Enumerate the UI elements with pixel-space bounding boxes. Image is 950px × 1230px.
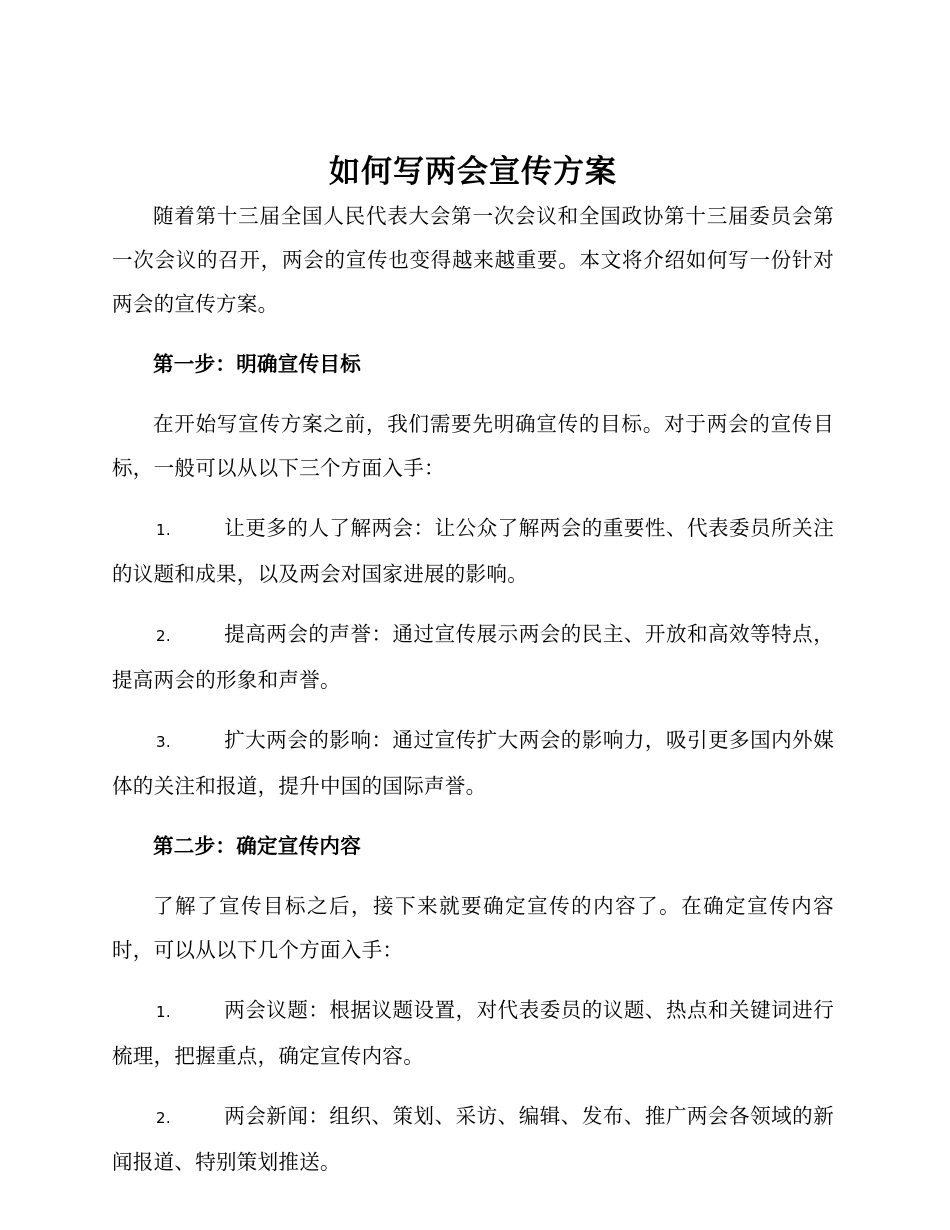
list-item-text: 提高两会的声誉：通过宣传展示两会的民主、开放和高效等特点，提高两会的形象和声誉。 xyxy=(112,622,834,692)
document-title: 如何写两会宣传方案 xyxy=(329,154,617,190)
section-step-2 xyxy=(112,824,834,1184)
list-item xyxy=(112,612,834,702)
list-item xyxy=(112,988,834,1078)
list-item-text: 让更多的人了解两会：让公众了解两会的重要性、代表委员所关注的议题和成果，以及两会对国家进展的影响。 xyxy=(112,516,834,586)
document-page xyxy=(112,150,834,1200)
section-heading: 第一步：明确宣传目标 xyxy=(153,352,361,376)
list-item xyxy=(112,1094,834,1184)
list-item xyxy=(112,718,834,808)
list-item-text: 两会新闻：组织、策划、采访、编辑、发布、推广两会各领域的新闻报道、特别策划推送。 xyxy=(112,1104,834,1174)
list-item-text: 扩大两会的影响：通过宣传扩大两会的影响力，吸引更多国内外媒体的关注和报道，提升中国的国际声誉。 xyxy=(112,728,834,798)
list-item-number: 2. xyxy=(156,1109,171,1127)
intro-paragraph: 随着第十三届全国人民代表大会第一次会议和全国政协第十三届委员会第一次会议的召开，两会的宣传也变得越来越重要。本文将介绍如何写一份针对两会的宣传方案。 xyxy=(112,204,834,316)
list-item-number: 1. xyxy=(156,1003,171,1021)
section-lead-paragraph: 了解了宣传目标之后，接下来就要确定宣传的内容了。在确定宣传内容时，可以从以下几个方面入手： xyxy=(112,894,834,962)
list-item-number: 3. xyxy=(156,733,171,751)
list-item xyxy=(112,506,834,596)
list-item-number: 2. xyxy=(156,627,171,645)
section-step-1 xyxy=(112,342,834,808)
list-item-number: 1. xyxy=(156,521,171,539)
section-heading: 第二步：确定宣传内容 xyxy=(153,834,361,858)
section-lead-paragraph: 在开始写宣传方案之前，我们需要先明确宣传的目标。对于两会的宣传目标，一般可以从以下三个方面入手： xyxy=(112,412,834,480)
list-item-text: 两会议题：根据议题设置，对代表委员的议题、热点和关键词进行梳理，把握重点，确定宣传内容。 xyxy=(112,998,834,1068)
